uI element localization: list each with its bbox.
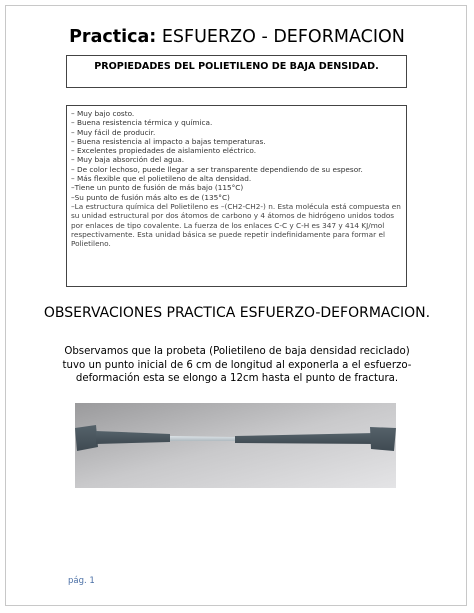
property-item: – Buena resistencia térmica y química. bbox=[71, 118, 213, 128]
property-item: –Su punto de fusión más alto es de (135°C) bbox=[71, 192, 230, 202]
property-item: – Muy baja absorción del agua. bbox=[71, 155, 185, 165]
specimen-photo bbox=[75, 403, 396, 488]
property-item: – Muy bajo costo. bbox=[71, 109, 135, 118]
properties-heading: PROPIEDADES DEL POLIETILENO DE BAJA DENSIDAD. bbox=[94, 61, 379, 72]
title-bold: Practica: bbox=[69, 27, 157, 47]
observations-title: OBSERVACIONES PRACTICA ESFUERZO-DEFORMACION. bbox=[43, 305, 431, 321]
property-item: – Excelentes propiedades de aislamiento eléctrico. bbox=[71, 146, 257, 156]
property-item: – Muy fácil de producir. bbox=[71, 127, 156, 137]
properties-heading-box bbox=[66, 55, 407, 88]
property-item: –Tiene un punto de fusión de más bajo (115°C) bbox=[71, 183, 244, 193]
title-rest: ESFUERZO - DEFORMACION bbox=[156, 27, 405, 47]
structure-paragraph: –La estructura química del Polietileno es –(CH2-CH2-) n. Esta molécula está compuesta en su unidad estructural por dos átomos de carbono y 4 átomos de hidrógeno unidos todos por enlaces de tipo covalente. La fuerza de los enlaces C-C y C-H es 347 y 414 KJ/mol respectivamente. Esta unidad básica se puede repetir indefinidamente para formar el Polietileno. bbox=[71, 201, 401, 249]
properties-box bbox=[66, 105, 407, 287]
page-number: pág. 1 bbox=[68, 576, 95, 586]
observations-text: Observamos que la probeta (Polietileno de baja densidad reciclado) tuvo un punto inicial de 6 cm de longitud al exponerla a el esfuerzo-deformación esta se elongo a 12cm hasta el punto de fractura. bbox=[62, 346, 412, 384]
property-item: – Buena resistencia al impacto a bajas temperaturas. bbox=[71, 136, 266, 146]
property-item: – De color lechoso, puede llegar a ser transparente dependiendo de su espesor. bbox=[71, 164, 363, 174]
page-title bbox=[0, 27, 474, 47]
property-item: – Más flexible que el polietileno de alta densidad. bbox=[71, 174, 252, 184]
